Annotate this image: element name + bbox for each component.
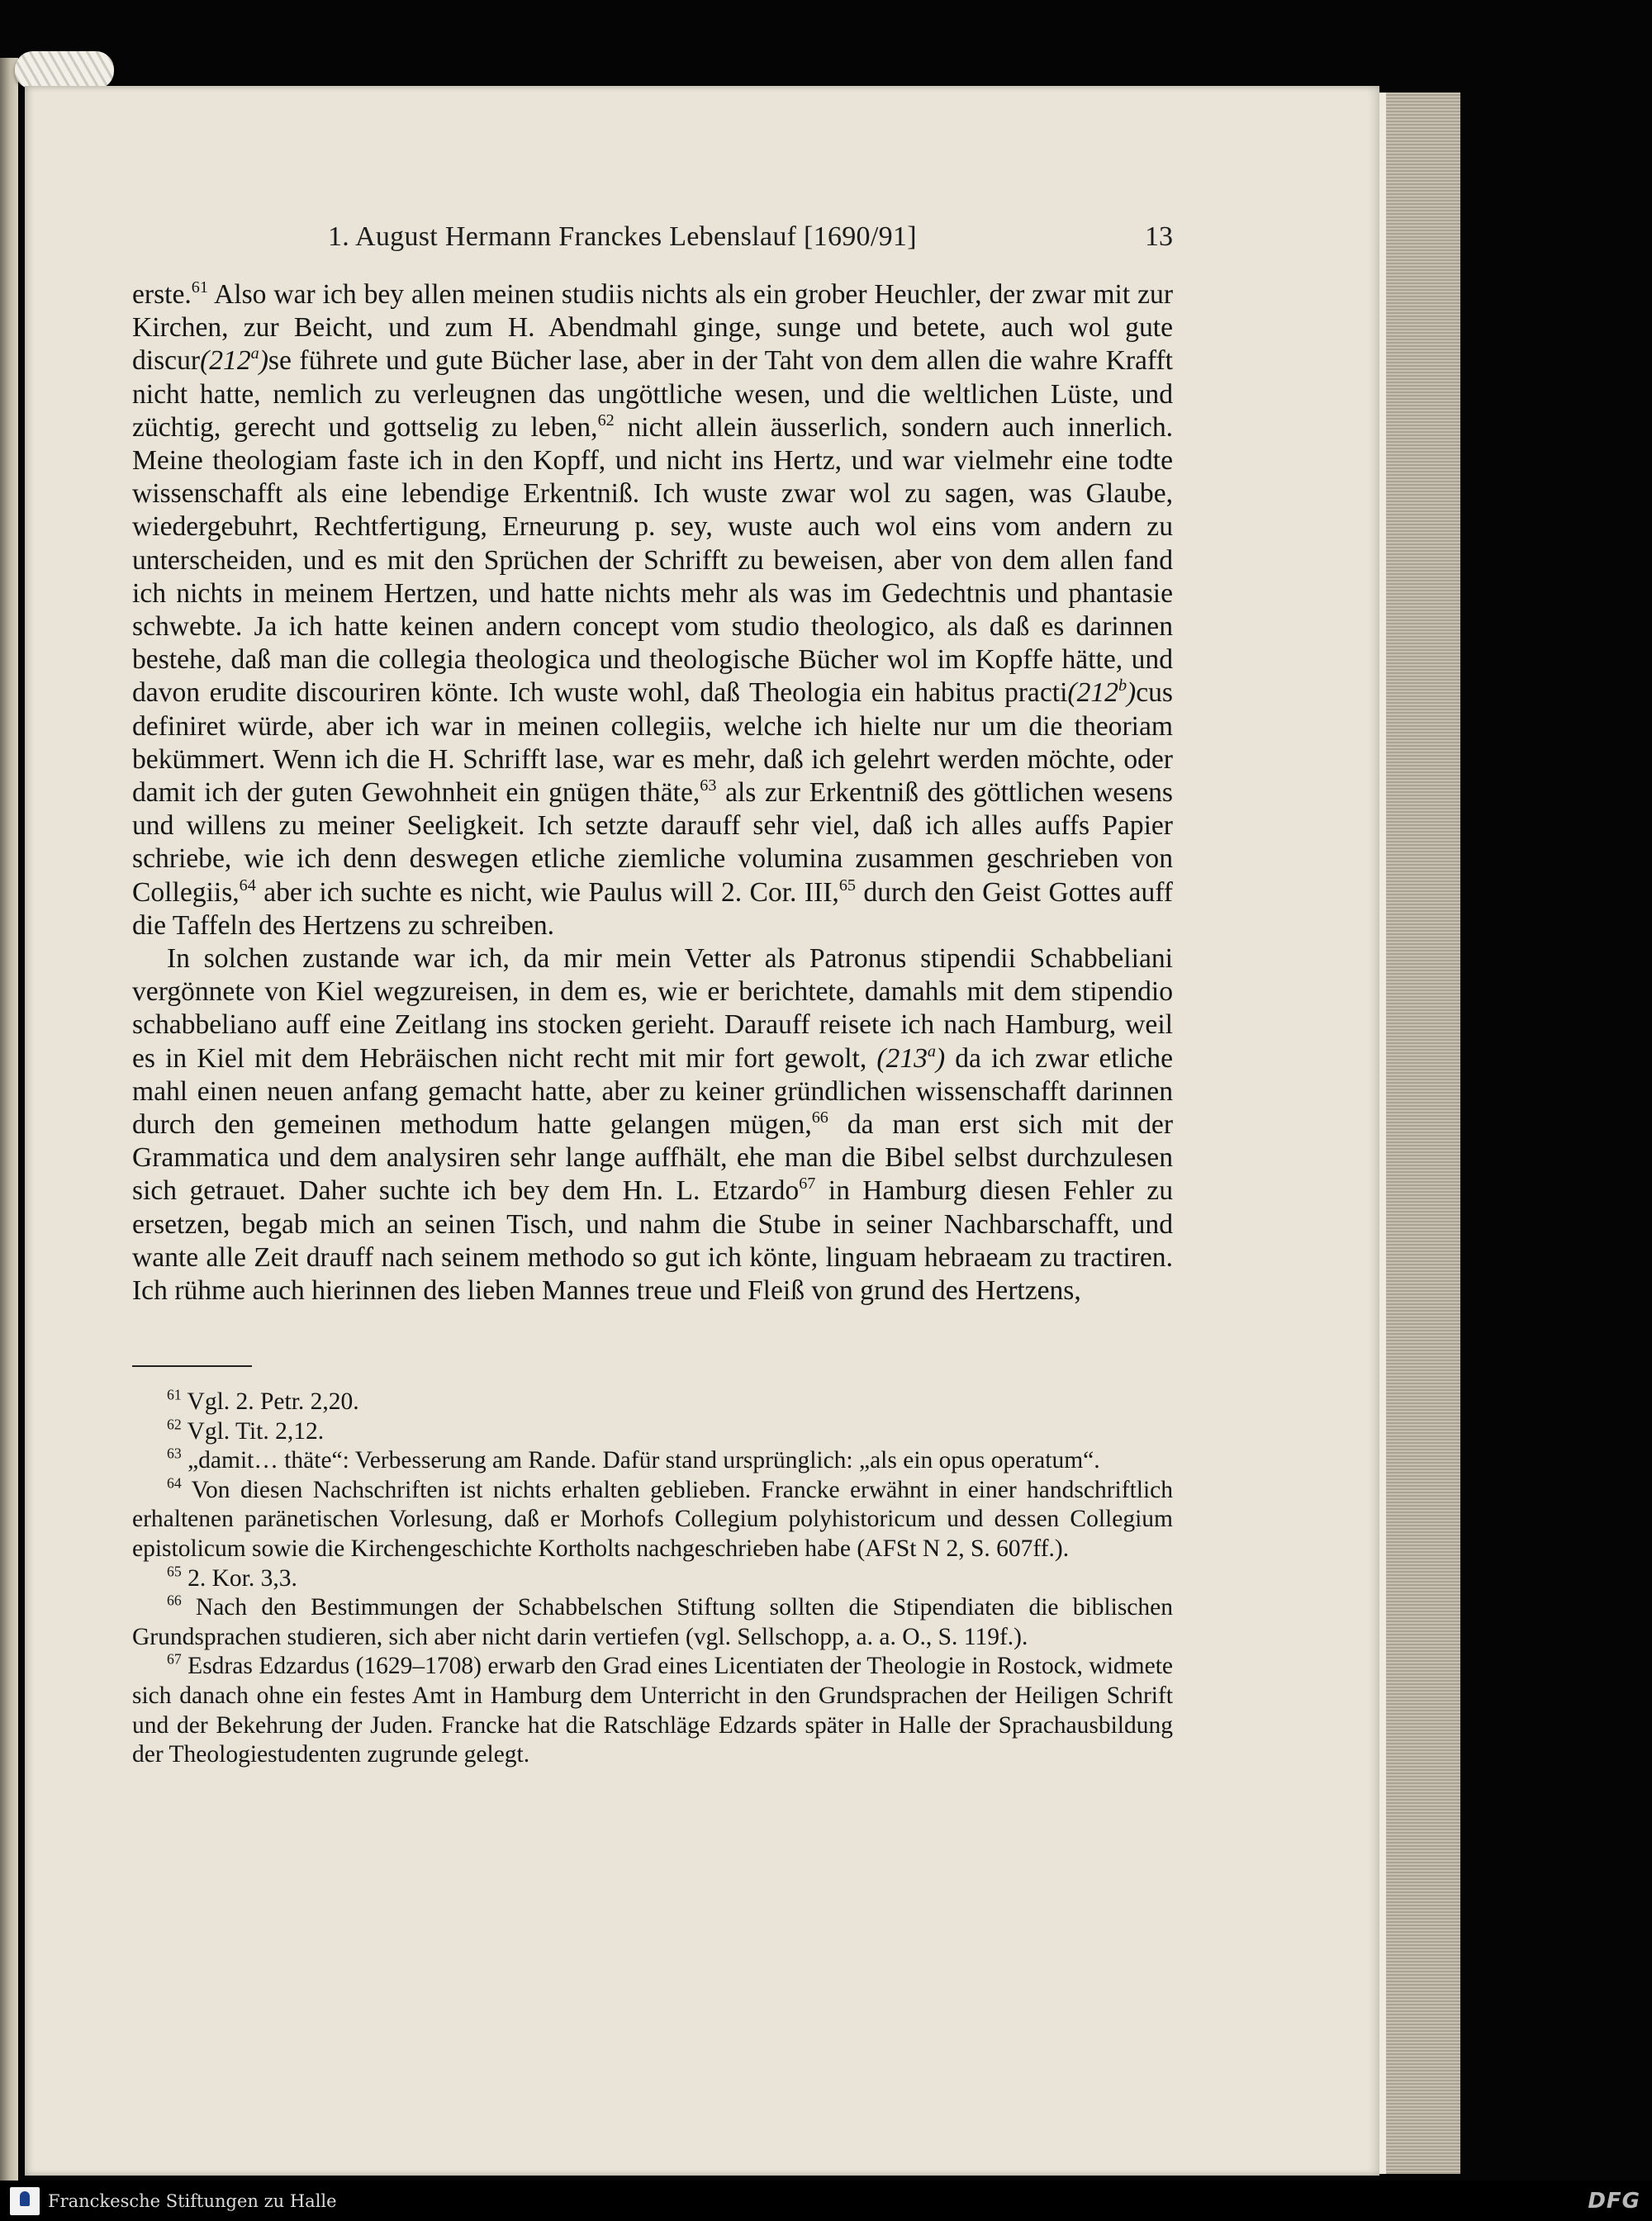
footnote: $^{62}$ Vgl. Tit. 2,12.: [167, 1416, 325, 1445]
institution-logo-icon[interactable]: [10, 2187, 40, 2215]
body-text: [132, 278, 1173, 1307]
footnotes: [132, 1388, 1173, 1770]
footnote: $^{63}$ „damit… thäte“: Verbesserung am Rande. Dafür stand ursprünglich: „als ein opus operatum“.: [167, 1445, 1100, 1474]
page-header: [132, 221, 1173, 263]
cloth-binding: [1379, 93, 1460, 2174]
footnote: $^{64}$ Von diesen Nachschriften ist nichts erhalten geblieben. Francke erwähnt in einer handschriftlich erhaltenen paränetischen Vorlesung, daß er Morhofs Collegium polyhistoricum und dessen Collegium epistolicum sowie die Kirchengeschichte Kortholts nachgeschrieben habe (AFSt N 2, S. 607ff.).: [132, 1474, 1173, 1562]
dfg-logo[interactable]: DFG: [1588, 2189, 1640, 2214]
running-head: 1. August Hermann Franckes Lebenslauf [1690/91]: [328, 221, 917, 252]
institution-name[interactable]: Franckesche Stiftungen zu Halle: [48, 2191, 337, 2211]
footnote: $^{66}$ Nach den Bestimmungen der Schabbelschen Stiftung sollten die Stipendiaten die biblischen Grundsprachen studieren, sich aber nicht darin vertiefen (vgl. Sellschopp, a. a. O., S. 119f.).: [132, 1592, 1173, 1650]
footnote-ref-63[interactable]: 63: [700, 776, 717, 795]
footnote: $^{67}$ Esdras Edzardus (1629–1708) erwarb den Grad eines Licentiaten der Theologie in Rostock, widmete sich danach ohne ein festes Amt in Hamburg dem Unterricht in den Grundsprachen der Heiligen Schrift und der Bekehrung der Juden. Francke hat die Ratschläge Edzards später in Halle der Sprachausbildung der Theologiestudenten zugrunde gelegt.: [132, 1650, 1173, 1768]
paragraph-2: In solchen zustande war ich, da mir mein Vetter als Patronus stipendii Schabbeliani vergönnete von Kiel wegzureisen, in dem es, wie er berichtete, damahls mit dem stipendio schabbeliano auff eine Zeitlang ins stocken gerieht. Darauff reisete ich nach Hamburg, weil es in Kiel mit dem Hebräischen nicht recht mit mir fort gewolt, (213$^a$) da ich zwar etliche mahl einen neuen anfang gemacht hatte, aber zu keiner gründlichen wissenschafft darinnen durch den gemeinen methodum hatte gelangen mügen,$^{66}$ da man erst sich mit der Grammatica und dem analysiren sehr lange auffhält, ehe man die Bibel selbst durchzulesen sich getrauet. Daher suchte ich bey dem Hn. L. Etzardo$^{67}$ in Hamburg diesen Fehler zu ersetzen, begab mich an seinen Tisch, und nahm die Stube in seiner Nachbarschafft, und wante alle Zeit drauff nach seinem methodo so gut ich könte, linguam hebraeam zu tractiren. Ich rühme auch hierinnen des lieben Mannes treue und Fleiß von grund des Hertzens,: [132, 943, 1174, 1307]
footnote-ref-67[interactable]: 67: [799, 1175, 816, 1194]
footnote-ref-62[interactable]: 62: [597, 411, 615, 429]
page-marker-213a: (213$^a$): [876, 1042, 946, 1074]
footnote-ref-66[interactable]: 66: [811, 1108, 828, 1127]
page-marker-212a: (212$^a$): [200, 344, 268, 377]
footnote-ref-61[interactable]: 61: [191, 278, 208, 297]
previous-page-edge: [0, 58, 18, 2181]
bookmark-ribbon: [15, 51, 114, 89]
page-number: 13: [1145, 221, 1173, 252]
page-marker-212b: (212$^b$): [1067, 676, 1137, 709]
footnote: $^{61}$ Vgl. 2. Petr. 2,20.: [167, 1386, 359, 1415]
footnote-rule: [132, 1365, 252, 1367]
footer-bar: [0, 2181, 1652, 2221]
footnote-ref-65[interactable]: 65: [838, 876, 856, 895]
footnote: $^{65}$ 2. Kor. 3,3.: [167, 1563, 297, 1592]
footnote-ref-64[interactable]: 64: [239, 876, 256, 895]
paragraph-1: erste.$^{61}$ Also war ich bey allen meinen studiis nichts als ein grober Heuchler, der zwar mit zur Kirchen, zur Beicht, und zum H. Abendmahl ginge, sunge und betete, auch wol gute discur(212$^a$)se führete und gute Bücher lase, aber in der Taht von dem allen die wahre Krafft nicht hatte, nemlich zu verleugnen das ungöttliche wesen, und die weltlichen Lüste, und züchtig, gerecht und gottselig zu leben,$^{62}$ nicht allein äusserlich, sondern auch innerlich. Meine theologiam faste ich in den Kopff, und nicht ins Hertz, und war vielmehr eine todte wissenschafft als eine lebendige Erkentniß. Ich wuste zwar wol zu sagen, was Glaube, wiedergebuhrt, Rechtfertigung, Erneurung p. sey, wuste auch wol eins vom andern zu unterscheiden, und es mit den Sprüchen der Schrifft zu beweisen, aber von dem allen fand ich nichts in meinem Hertzen, und hatte nichts mehr als was im Gedechtnis und phantasie schwebte. Ja ich hatte keinen andern concept vom studio theologico, als daß es darinnen bestehe, daß man die collegia theologica und theologische Bücher wol im Kopffe hätte, und davon erudite discouriren könte. Ich wuste wohl, daß Theologia ein habitus practi(212$^b$)cus definiret würde, aber ich war in meinen collegiis, welche ich hielte nur um die theoriam bekümmert. Wenn ich die H. Schrifft lase, war es mehr, daß ich gelehrt werden möchte, oder damit ich der guten Gewohnheit ein gnügen thäte,$^{63}$ als zur Erkentniß des göttlichen wesens und willens zu meiner Seeligkeit. Ich setzte darauff sehr viel, daß ich alles auffs Papier schriebe, wie ich denn deswegen etliche ziemliche volumina zusammen geschrieben von Collegiis,$^{64}$ aber ich suchte es nicht, wie Paulus will 2. Cor. III,$^{65}$ durch den Geist Gottes auff die Taffeln des Hertzens zu schreiben.: [132, 278, 1174, 941]
